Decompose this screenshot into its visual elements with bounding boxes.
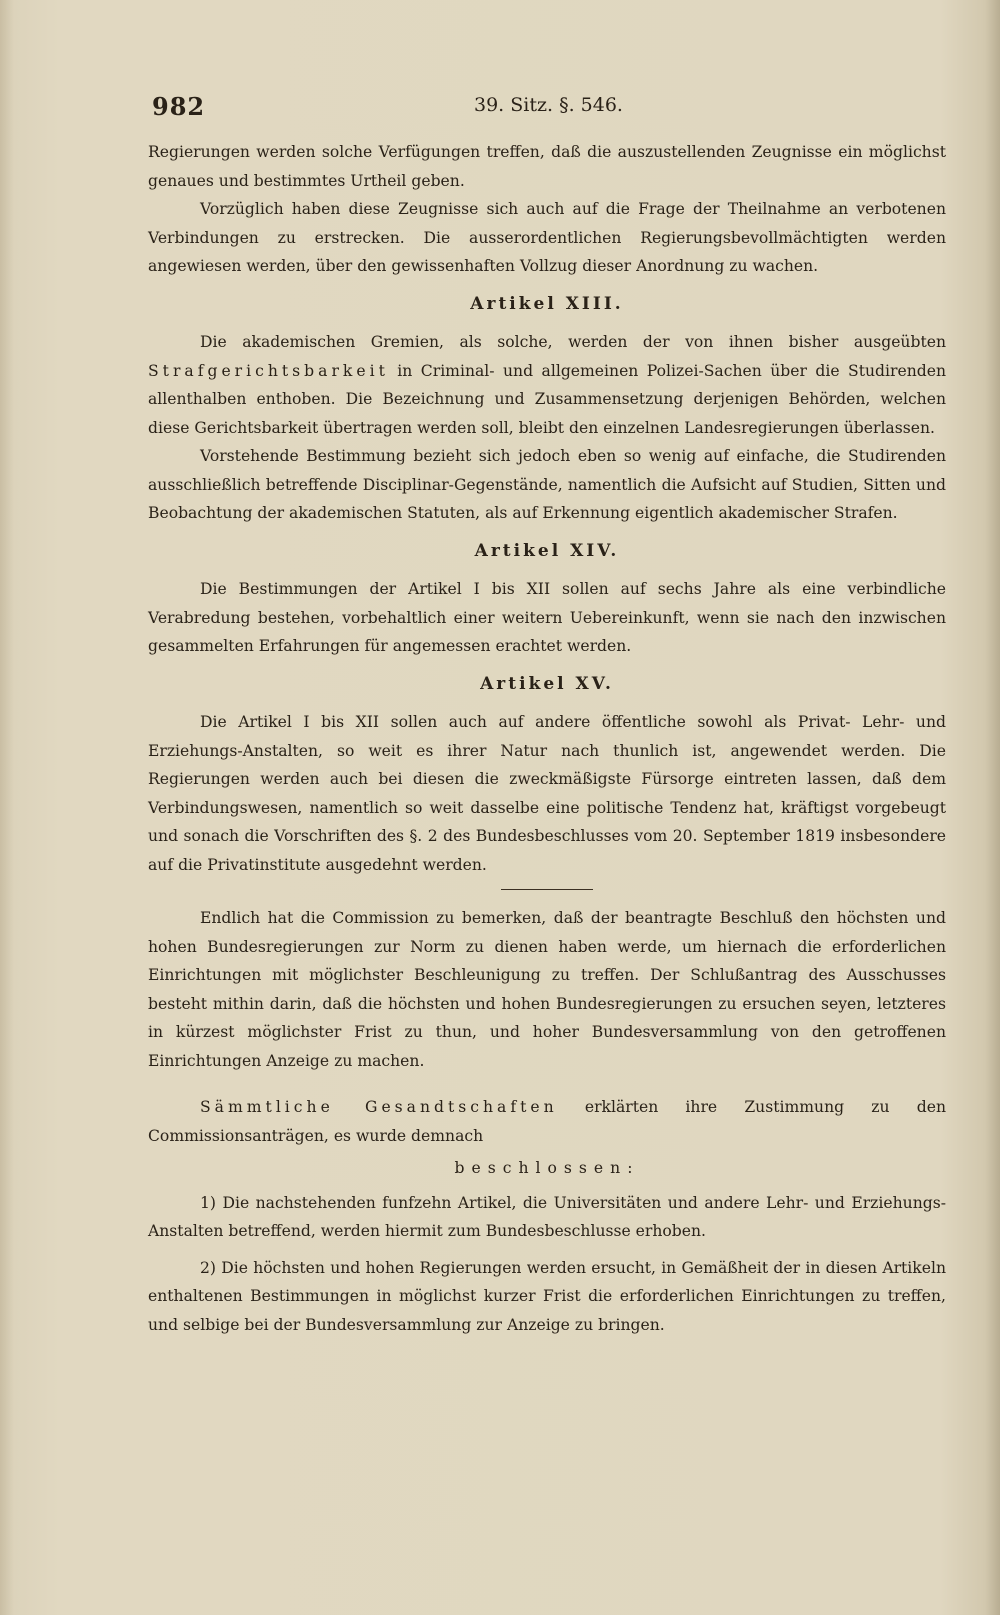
article-13-paragraph-1 [148, 328, 946, 442]
intro-paragraph-2: Vorzüglich haben diese Zeugnisse sich auch auf die Frage der Theilnahme an verbotenen Verbindungen zu erstrecken. Die ausserordentlichen Regierungsbevollmächtigten werden angewiesen werden, über den gewissenhaften Vollzug dieser Anordnung zu wachen. [148, 200, 946, 275]
article-13-paragraph-2: Vorstehende Bestimmung bezieht sich jedoch eben so wenig auf einfache, die Studirenden ausschließlich betreffende Disciplinar-Gegenstände, namentlich die Aufsicht auf Studien, Sitten und Beobachtung der akademischen Statuten, als auf Erkennung eigentlich akademischer Strafen. [148, 447, 946, 522]
resolution-emphasis: Sämmtliche Gesandtschaften [200, 1098, 558, 1116]
article-15-heading: Artikel XV. [480, 673, 614, 694]
spacer [148, 1075, 946, 1093]
running-head: 39. Sitz. §. 546. [474, 94, 623, 116]
resolution-item-2: 2) Die höchsten und hohen Regierungen werden ersucht, in Gemäßheit der in diesen Artikeln enthaltenen Bestimmungen in möglichst kurzer Frist die erforderlichen Einrichtungen zu treffen, und selbige bei der Bundesversammlung zur Anzeige zu bringen. [148, 1258, 946, 1334]
section-divider [501, 889, 593, 890]
article-15-paragraph-1: Die Artikel I bis XII sollen auch auf andere öffentliche sowohl als Privat- Lehr- und Erziehungs-Anstalten, so weit es ihrer Natur nach thunlich ist, angewendet werden. Die Regierungen werden auch bei diesen die zweckmäßigste Fürsorge eintreten lassen, daß dem Verbindungswesen, namentlich so weit dasselbe eine politische Tendenz hat, kräftigst vorgebeugt und sonach die Vorschriften des §. 2 des Bundesbeschlusses vom 20. September 1819 insbesondere auf die Privatinstitute ausgedehnt werden. [148, 713, 946, 874]
closing-paragraph: Endlich hat die Commission zu bemerken, daß der beantragte Beschluß den höchsten und hohen Bundesregierungen zur Norm zu dienen haben werde, um hiernach die erforderlichen Einrichtungen mit möglichster Beschleunigung zu treffen. Der Schlußantrag des Ausschusses besteht mithin darin, daß die höchsten und hohen Bundesregierungen zu ersuchen seyen, letzteres in kürzest möglichster Frist zu thun, und hoher Bundesversammlung von den getroffenen Einrichtungen Anzeige zu machen. [148, 909, 946, 1070]
resolution-intro-text: erklärten ihre Zustimmung zu den Commissionsanträgen, es wurde demnach [148, 1098, 946, 1145]
resolution-item-1: 1) Die nachstehenden funfzehn Artikel, die Universitäten und andere Lehr- und Erziehungs-Anstalten betreffend, werden hiermit zum Bundesbeschlusse erhoben. [148, 1193, 946, 1240]
resolution-intro [148, 1093, 946, 1150]
article-13-heading: Artikel XIII. [470, 293, 624, 314]
article-13-text-a: Die akademischen Gremien, als solche, werden der von ihnen bisher ausgeübten [200, 333, 946, 351]
beschlossen-heading: beschlossen: [454, 1159, 640, 1177]
page-number: 982 [152, 92, 206, 121]
article-14-heading: Artikel XIV. [474, 540, 620, 561]
article-13-emphasis: Strafgerichtsbarkeit [148, 361, 389, 380]
page-body [148, 138, 946, 1339]
intro-paragraph-1: Regierungen werden solche Verfügungen treffen, daß die auszustellenden Zeugnisse ein möglichst genaues und bestimmtes Urtheil geben. [148, 143, 946, 190]
spacer-small [148, 1246, 946, 1254]
article-14-paragraph-1: Die Bestimmungen der Artikel I bis XII sollen auf sechs Jahre als eine verbindliche Verabredung bestehen, vorbehaltlich einer weitern Uebereinkunft, wenn sie nach den inzwischen gesammelten Erfahrungen für angemessen erachtet werden. [148, 580, 946, 655]
article-13-text-b: in Criminal- und allgemeinen Polizei-Sachen über die Studirenden allenthalben enthoben. Die Bezeichnung und Zusammensetzung derjenigen Behörden, welchen diese Gerichtsbarkeit übertragen werden soll, bleibt den einzelnen Landesregierungen überlassen. [148, 361, 946, 437]
page-header [152, 92, 652, 132]
